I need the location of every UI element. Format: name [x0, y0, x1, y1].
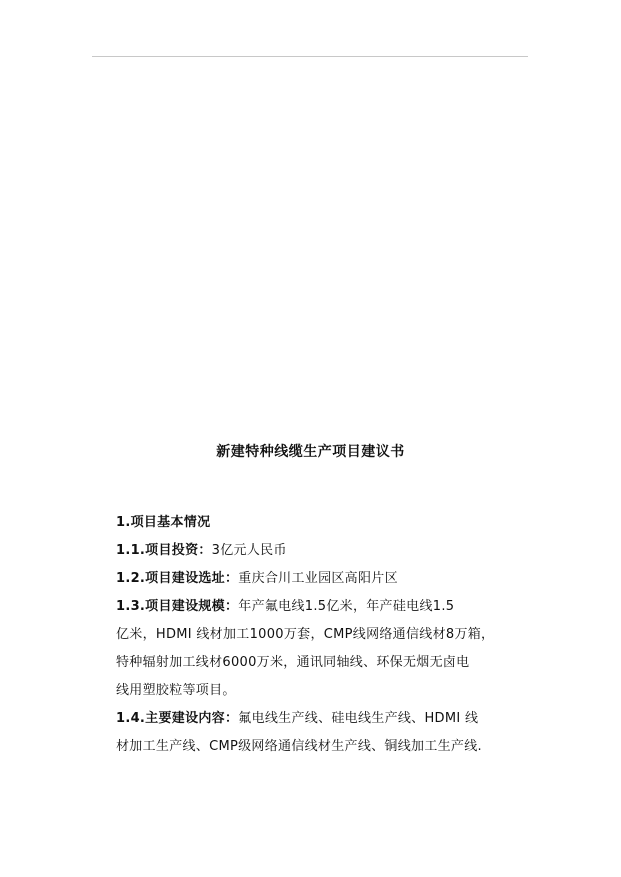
item-1-1 — [116, 537, 516, 565]
item-1-1-label: 1.1.项目投资： — [116, 543, 212, 558]
item-1-3-line-4: 线用塑胶粒等项目。 — [116, 683, 236, 698]
item-1-4-line-1 — [116, 705, 516, 733]
item-1-3-text-1: 年产氟电线1.5亿米，年产硅电线1.5 — [238, 599, 455, 614]
page-header-rule — [92, 56, 528, 57]
item-1-3-line-2: 亿米，HDMI 线材加工1000万套，CMP线网络通信线材8万箱， — [116, 627, 495, 642]
section-heading: 1.项目基本情况 — [116, 515, 211, 530]
item-1-2 — [116, 565, 516, 593]
item-1-3-label: 1.3.项目建设规模： — [116, 599, 239, 614]
item-1-2-label: 1.2.项目建设选址： — [116, 571, 239, 586]
item-1-4-line-2: 材加工生产线、CMP级网络通信线材生产线、铜线加工生产线. — [116, 739, 482, 754]
item-1-2-text: 重庆合川工业园区高阳片区 — [238, 571, 398, 586]
item-1-3-line-1 — [116, 593, 516, 621]
item-1-1-text: 3亿元人民币 — [211, 543, 287, 558]
item-1-4-text-1: 氟电线生产线、硅电线生产线、HDMI 线 — [238, 711, 479, 726]
item-1-4-label: 1.4.主要建设内容： — [116, 711, 239, 726]
document-body — [116, 509, 516, 761]
item-1-3-line-3: 特种辐射加工线材6000万米，通讯同轴线、环保无烟无卤电 — [116, 655, 470, 670]
document-title: 新建特种线缆生产项目建议书 — [216, 444, 405, 460]
